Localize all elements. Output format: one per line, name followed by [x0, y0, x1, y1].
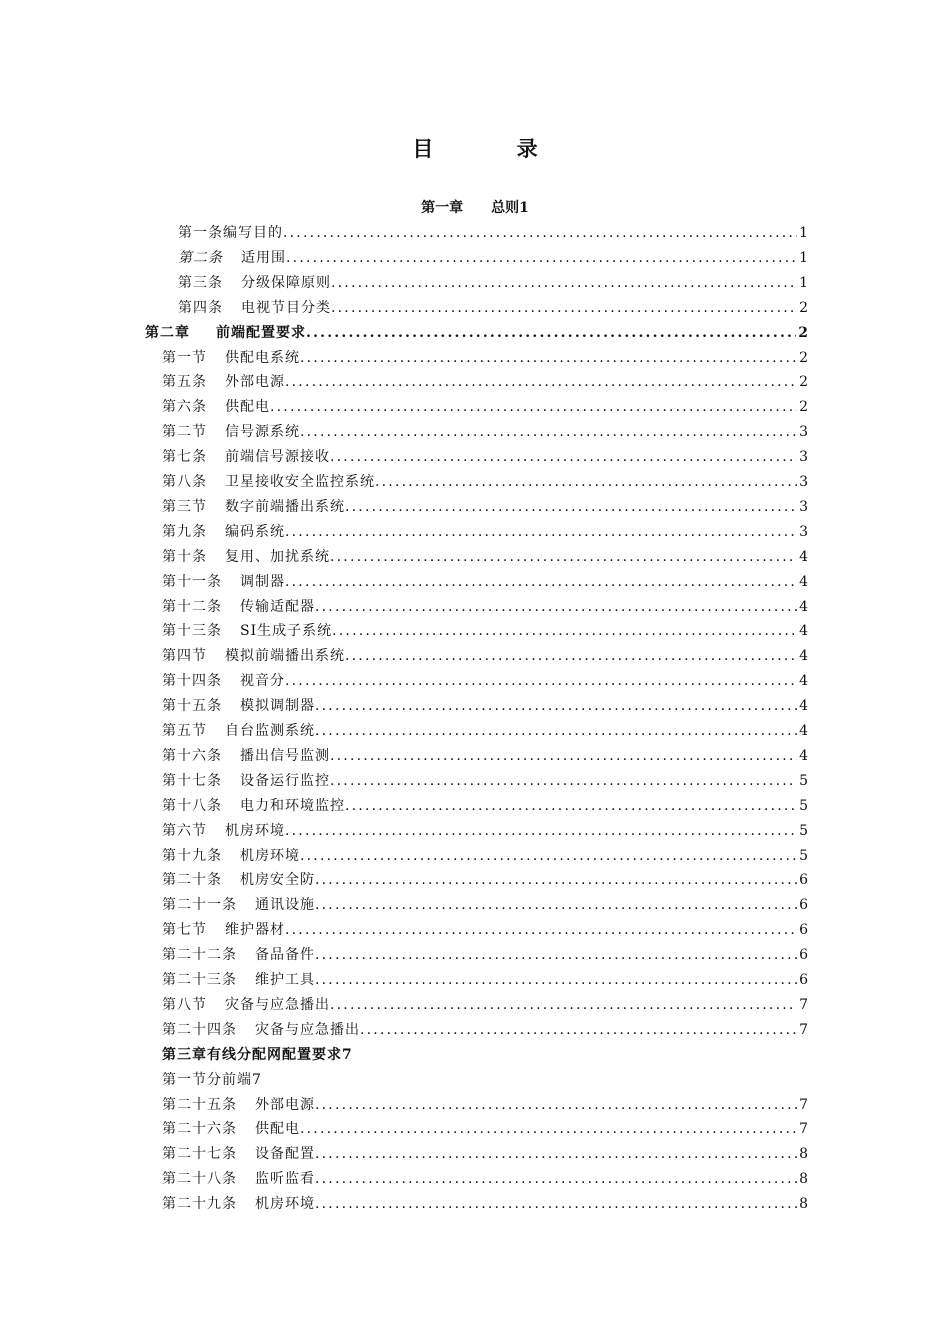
toc-dot-leader	[331, 272, 797, 294]
toc-entry[interactable]	[162, 1044, 353, 1066]
toc-page-number: 8	[799, 1196, 808, 1213]
toc-entry-text: 灾备与应急播出	[225, 996, 330, 1013]
toc-entry-text: 模拟调制器	[240, 698, 315, 715]
toc-entry-text: 机房安全防	[240, 872, 315, 889]
toc-page-number: 4	[799, 747, 808, 764]
toc-page-number: 7	[799, 1021, 808, 1038]
toc-entry-label	[162, 1193, 315, 1215]
toc-entry-text: 供配电	[255, 1121, 300, 1138]
toc-page-number: 4	[799, 623, 808, 640]
toc-dot-leader	[330, 446, 797, 468]
toc-dot-leader	[345, 795, 797, 817]
toc-entry[interactable]	[178, 222, 808, 244]
toc-entry-label	[162, 1019, 360, 1041]
toc-entry-number: 第六节	[162, 822, 207, 839]
toc-entry-label	[162, 1047, 353, 1063]
toc-dot-leader	[375, 471, 797, 493]
toc-entry[interactable]	[178, 247, 808, 269]
toc-page-number: 3	[799, 424, 808, 441]
toc-page-number: 6	[799, 922, 808, 939]
toc-entry[interactable]	[162, 571, 808, 593]
toc-entry-number: 第二十条	[162, 872, 222, 889]
toc-page-number: 4	[799, 648, 808, 665]
toc-entry-text: 信号源系统	[225, 424, 300, 441]
toc-entry[interactable]	[162, 1193, 808, 1215]
toc-entry-number: 第二十五条	[162, 1096, 237, 1113]
toc-page-number: 6	[799, 972, 808, 988]
toc-entry-label	[162, 620, 332, 642]
toc-entry-label	[162, 1168, 315, 1190]
toc-page-number: 5	[799, 772, 808, 789]
toc-dot-leader	[300, 1118, 797, 1140]
toc-entry-label	[162, 1094, 315, 1116]
toc-page-number: 7	[799, 996, 808, 1013]
toc-entry[interactable]	[162, 1069, 262, 1091]
toc-page-number: 4	[799, 673, 808, 690]
toc-entry-number: 第七节	[162, 922, 207, 939]
toc-entry[interactable]	[162, 969, 808, 991]
toc-entry-text: 分前端7	[207, 1071, 262, 1088]
toc-entry-text: 有线分配网配置要求7	[207, 1046, 353, 1063]
toc-dot-leader	[285, 571, 797, 593]
toc-entry-number: 第二条	[178, 249, 223, 266]
toc-dot-leader	[332, 620, 797, 642]
toc-entry-text: 供配电系统	[225, 349, 300, 366]
toc-dot-leader	[285, 670, 797, 692]
toc-entry-label	[162, 994, 330, 1016]
toc-entry-text: 通讯设施	[255, 897, 315, 914]
toc-dot-leader	[345, 496, 797, 518]
toc-entry-number: 第九条	[162, 523, 207, 540]
toc-entry[interactable]	[162, 596, 808, 618]
toc-entry[interactable]	[162, 994, 808, 1016]
toc-dot-leader	[315, 869, 797, 891]
toc-dot-leader	[315, 1193, 797, 1215]
toc-entry-number: 第十六条	[162, 747, 222, 764]
toc-page-number: 4	[799, 698, 808, 715]
toc-entry-text: 分级保障原则	[241, 274, 331, 291]
toc-entry-text: 适用围	[241, 249, 286, 266]
toc-page-number: 2	[799, 299, 808, 316]
toc-page-number: 2	[799, 349, 808, 366]
page-title: 目 录	[412, 136, 576, 161]
toc-entry-label	[162, 1072, 262, 1088]
toc-entry-number: 第二十二条	[162, 947, 237, 964]
toc-entry[interactable]	[162, 1094, 808, 1116]
toc-page-number: 5	[799, 847, 808, 864]
toc-entry[interactable]	[162, 894, 808, 916]
toc-entry-number: 第十二条	[162, 598, 222, 615]
toc-entry-label	[162, 770, 330, 792]
toc-dot-leader	[330, 546, 797, 568]
toc-page-number: 6	[799, 897, 808, 914]
toc-entry-text: 机房环境	[240, 847, 300, 864]
toc-entry-number: 第一条	[178, 225, 223, 241]
toc-page-number: 8	[799, 1146, 808, 1163]
toc-dot-leader	[315, 894, 797, 916]
toc-entry-label	[178, 272, 331, 294]
toc-dot-leader	[315, 596, 797, 618]
toc-dot-leader	[300, 347, 797, 369]
toc-entry-number: 第八条	[162, 474, 207, 490]
toc-entry-label	[162, 969, 315, 991]
toc-entry-text: 备品备件	[255, 947, 315, 964]
toc-entry-number: 第三节	[162, 498, 207, 515]
toc-entry-number: 第十四条	[162, 673, 222, 690]
chapter-title: 总则1	[491, 200, 529, 216]
toc-entry-text: 调制器	[240, 573, 285, 590]
toc-dot-leader	[315, 695, 797, 717]
toc-entry[interactable]	[162, 1143, 808, 1165]
toc-entry-number: 第七条	[162, 449, 207, 466]
toc-entry-text: SI生成子系统	[240, 623, 333, 640]
toc-entry-number: 第三章	[162, 1046, 207, 1063]
toc-entry-number: 第十一条	[162, 573, 222, 590]
toc-entry-label	[162, 396, 270, 418]
toc-entry[interactable]	[178, 272, 808, 294]
chapter-number: 第一章	[421, 200, 464, 216]
toc-entry-label	[162, 745, 330, 767]
toc-entry-label	[162, 720, 315, 742]
toc-page-number: 3	[799, 474, 808, 490]
toc-entry-text: 编写目的	[223, 225, 283, 241]
toc-entry-label	[145, 322, 306, 344]
toc-entry-text: 自台监测系统	[225, 723, 315, 739]
toc-entry-text: 设备运行监控	[240, 772, 330, 789]
toc-dot-leader	[315, 1094, 797, 1116]
toc-entry-text: 机房环境	[225, 822, 285, 839]
toc-entry-number: 第二十六条	[162, 1121, 237, 1138]
toc-entry-label	[162, 1118, 300, 1140]
toc-entry-label	[162, 845, 300, 867]
toc-page-number: 4	[799, 548, 808, 565]
toc-entry-label	[178, 297, 331, 319]
toc-entry-label	[162, 471, 375, 493]
toc-entry-text: 维护器材	[225, 922, 285, 939]
toc-entry-label	[162, 347, 300, 369]
toc-page-number: 5	[799, 797, 808, 814]
toc-dot-leader	[285, 820, 797, 842]
toc-entry[interactable]	[162, 944, 808, 966]
toc-entry[interactable]	[162, 670, 808, 692]
toc-entry-text: 外部电源	[255, 1096, 315, 1113]
toc-entry-number: 第一节	[162, 1071, 207, 1088]
toc-entry[interactable]	[162, 421, 808, 443]
toc-entry[interactable]	[162, 521, 808, 543]
toc-page-number: 3	[799, 449, 808, 466]
toc-entry-number: 第二十九条	[162, 1196, 237, 1213]
toc-dot-leader	[285, 371, 797, 393]
toc-entry-label	[162, 645, 345, 667]
toc-entry-label	[162, 546, 330, 568]
toc-entry-text: 模拟前端播出系统	[225, 648, 345, 665]
toc-dot-leader	[330, 994, 797, 1016]
toc-page-number: 4	[799, 573, 808, 590]
toc-entry-number: 第十条	[162, 548, 207, 565]
toc-entry-text: 电力和环境监控	[240, 797, 345, 814]
toc-entry[interactable]	[162, 396, 808, 418]
toc-entry-label	[162, 596, 315, 618]
toc-entry-number: 第二十七条	[162, 1146, 237, 1163]
toc-entry-number: 第四节	[162, 648, 207, 665]
toc-entry-label	[162, 944, 315, 966]
toc-entry[interactable]	[162, 620, 808, 642]
toc-entry-number: 第五条	[162, 374, 207, 391]
toc-dot-leader	[283, 222, 797, 244]
toc-entry-number: 第二节	[162, 424, 207, 441]
toc-chapter-heading[interactable]	[0, 197, 950, 217]
toc-entry-text: 监听监看	[255, 1171, 315, 1188]
toc-entry-label	[162, 1143, 315, 1165]
toc-page-number: 1	[799, 249, 808, 266]
toc-entry-number: 第十七条	[162, 772, 222, 789]
toc-entry-text: 视音分	[240, 673, 285, 690]
toc-entry-text: 维护工具	[255, 972, 315, 988]
toc-entry-label	[162, 869, 315, 891]
toc-dot-leader	[270, 396, 797, 418]
toc-entry[interactable]	[162, 845, 808, 867]
toc-entry-label	[162, 446, 330, 468]
toc-entry-number: 第十五条	[162, 698, 222, 715]
toc-entry-text: 外部电源	[225, 374, 285, 391]
toc-entry-text: 灾备与应急播出	[255, 1021, 360, 1038]
toc-entry-label	[162, 521, 285, 543]
toc-dot-leader	[315, 1168, 797, 1190]
toc-entry[interactable]	[162, 496, 808, 518]
toc-entry[interactable]	[145, 322, 808, 344]
toc-entry-text: 设备配置	[255, 1146, 315, 1163]
toc-entry[interactable]	[162, 1019, 808, 1041]
toc-dot-leader	[315, 720, 797, 742]
toc-page-number: 2	[799, 399, 808, 416]
toc-page-number: 7	[799, 1121, 808, 1138]
toc-entry-text: 机房环境	[255, 1196, 315, 1213]
toc-entry-text: 前端配置要求	[216, 324, 306, 341]
toc-entry-text: 传输适配器	[240, 598, 315, 615]
toc-entry-label	[162, 371, 285, 393]
toc-entry-number: 第四条	[178, 299, 223, 316]
toc-entry[interactable]	[162, 1118, 808, 1140]
toc-entry[interactable]	[162, 645, 808, 667]
toc-entry-label	[162, 421, 300, 443]
toc-entry[interactable]	[162, 695, 808, 717]
toc-entry-label	[162, 795, 345, 817]
toc-dot-leader	[330, 770, 797, 792]
toc-dot-leader	[300, 845, 797, 867]
toc-entry-number: 第五节	[162, 723, 207, 739]
toc-entry-text: 编码系统	[225, 523, 285, 540]
toc-page-number: 8	[799, 1171, 808, 1188]
toc-page-number: 6	[799, 947, 808, 964]
toc-page-number: 5	[799, 822, 808, 839]
toc-page-number: 4	[799, 723, 808, 739]
toc-page-number: 2	[798, 324, 808, 341]
toc-entry[interactable]	[162, 347, 808, 369]
toc-entry[interactable]	[162, 770, 808, 792]
toc-page-number: 3	[799, 498, 808, 515]
toc-entry-text: 数字前端播出系统	[225, 498, 345, 515]
toc-page-number: 4	[799, 598, 808, 615]
toc-dot-leader	[315, 944, 797, 966]
toc-dot-leader	[330, 745, 797, 767]
toc-page-number: 1	[799, 274, 808, 291]
toc-entry-text: 电视节目分类	[241, 299, 331, 316]
toc-entry[interactable]	[162, 869, 808, 891]
toc-entry[interactable]	[162, 745, 808, 767]
toc-entry-number: 第八节	[162, 996, 207, 1013]
toc-entry-number: 第三条	[178, 274, 223, 291]
toc-page-number: 6	[799, 872, 808, 889]
toc-entry-number: 第六条	[162, 399, 207, 416]
toc-dot-leader	[286, 247, 797, 269]
toc-entry-label	[162, 894, 315, 916]
toc-entry-number: 第十八条	[162, 797, 222, 814]
toc-entry-label	[162, 695, 315, 717]
toc-dot-leader	[360, 1019, 797, 1041]
toc-dot-leader	[285, 919, 797, 941]
toc-entry-number: 第一节	[162, 349, 207, 366]
toc-entry-label	[162, 670, 285, 692]
toc-entry-label	[162, 919, 285, 941]
toc-page-number: 7	[799, 1096, 808, 1113]
toc-entry-number: 第二章	[145, 324, 190, 341]
toc-entry[interactable]	[178, 297, 808, 319]
toc-entry[interactable]	[162, 446, 808, 468]
toc-entry[interactable]	[162, 795, 808, 817]
toc-entry[interactable]	[162, 1168, 808, 1190]
toc-page-number: 2	[799, 374, 808, 391]
toc-entry-text: 供配电	[225, 399, 270, 416]
toc-entry[interactable]	[162, 820, 808, 842]
toc-entry-text: 复用、加扰系统	[225, 548, 330, 565]
toc-entry[interactable]	[162, 371, 808, 393]
toc-entry-number: 第十九条	[162, 847, 222, 864]
toc-entry-label	[178, 222, 283, 244]
toc-entry-number: 第二十一条	[162, 897, 237, 914]
toc-entry[interactable]	[162, 720, 808, 742]
toc-entry-number: 第二十三条	[162, 972, 237, 988]
toc-entry-label	[178, 247, 286, 269]
toc-dot-leader	[300, 421, 797, 443]
toc-entry[interactable]	[162, 471, 808, 493]
toc-entry-label	[162, 820, 285, 842]
toc-entry-label	[162, 496, 345, 518]
toc-dot-leader	[331, 297, 797, 319]
toc-entry-number: 第十三条	[162, 623, 222, 640]
toc-entry-number: 第二十四条	[162, 1021, 237, 1038]
toc-entry[interactable]	[162, 919, 808, 941]
toc-entry[interactable]	[162, 546, 808, 568]
toc-dot-leader	[315, 969, 797, 991]
toc-entry-number: 第二十八条	[162, 1171, 237, 1188]
toc-dot-leader	[315, 1143, 797, 1165]
toc-entry-text: 卫星接收安全监控系统	[225, 474, 375, 490]
toc-dot-leader	[306, 322, 796, 344]
toc-dot-leader	[345, 645, 797, 667]
toc-entry-label	[162, 571, 285, 593]
toc-page-number: 3	[799, 523, 808, 540]
toc-page-number: 1	[799, 225, 808, 241]
toc-dot-leader	[285, 521, 797, 543]
toc-entry-text: 播出信号监测	[240, 747, 330, 764]
toc-entry-text: 前端信号源接收	[225, 449, 330, 466]
